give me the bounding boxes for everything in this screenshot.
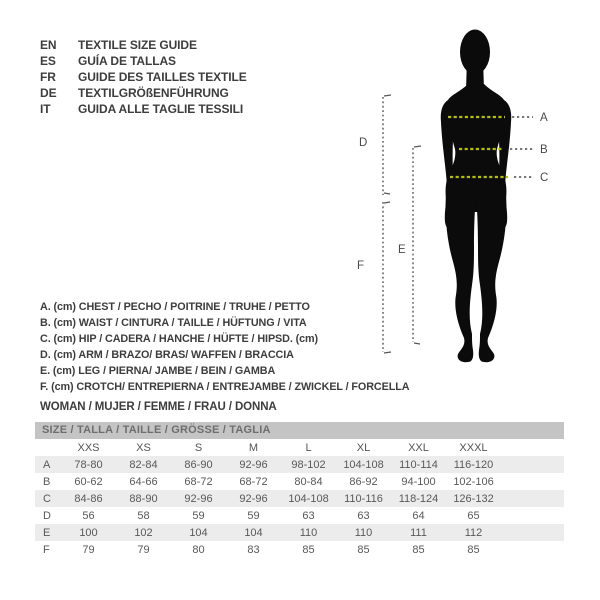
- size-cell: 92-96: [184, 492, 213, 505]
- size-cell: 102-106: [453, 475, 494, 488]
- size-cell: 85: [467, 543, 480, 556]
- size-cell: 58: [137, 509, 150, 522]
- corner-cell: [35, 439, 61, 456]
- guide-title: TEXTILGRÖßENFÜHRUNG: [78, 86, 229, 100]
- size-cell: 85: [412, 543, 425, 556]
- table-row: [35, 541, 564, 558]
- size-column-header: XL: [356, 441, 371, 454]
- language-code: EN: [40, 38, 57, 52]
- size-cell: 92-96: [239, 458, 268, 471]
- language-code: ES: [40, 54, 56, 68]
- legend-line-chest: A. (cm) CHEST / PECHO / POITRINE / TRUHE / PETTO: [40, 301, 310, 313]
- size-cell: 110-114: [399, 458, 438, 471]
- hip-label: C: [540, 172, 549, 184]
- size-cell: 64: [412, 509, 425, 522]
- row-label: B: [43, 475, 51, 488]
- language-title-block: [40, 37, 247, 117]
- size-cell: 112: [464, 526, 483, 539]
- legend-line-waist: B. (cm) WAIST / CINTURA / TAILLE / HÜFTUNG / VITA: [40, 317, 307, 329]
- legend-line-leg: E. (cm) LEG / PIERNA/ JAMBE / BEIN / GAMBA: [40, 365, 276, 377]
- size-cell: 78-80: [74, 458, 103, 471]
- filler-cell: [501, 456, 564, 473]
- size-cell: 88-90: [129, 492, 158, 505]
- size-cell: 84-86: [74, 492, 103, 505]
- size-cell: 94-100: [401, 475, 436, 488]
- table-row: [35, 524, 564, 541]
- guide-title: GUIDE DES TAILLES TEXTILE: [78, 70, 247, 84]
- size-table: [35, 422, 564, 558]
- filler-cell: [501, 507, 564, 524]
- size-cell: 60-62: [74, 475, 103, 488]
- row-label: D: [43, 509, 51, 522]
- size-cell: 86-90: [184, 458, 213, 471]
- size-cell: 118-124: [398, 492, 439, 505]
- size-cell: 104-108: [343, 458, 384, 471]
- size-cell: 83: [247, 543, 260, 556]
- size-cell: 80: [192, 543, 205, 556]
- size-cell: 111: [410, 526, 427, 539]
- language-row: [40, 69, 247, 85]
- section-title-woman: WOMAN / MUJER / FEMME / FRAU / DONNA: [40, 401, 277, 413]
- size-column-header: XXXL: [459, 441, 488, 454]
- table-row: [35, 490, 564, 507]
- size-cell: 82-84: [129, 458, 158, 471]
- size-cell: 59: [247, 509, 260, 522]
- size-cell: 68-72: [184, 475, 213, 488]
- row-label: A: [43, 458, 51, 471]
- size-column-header: XXS: [77, 441, 100, 454]
- filler-cell: [501, 524, 564, 541]
- row-label: C: [43, 492, 51, 505]
- size-column-header: S: [194, 441, 203, 454]
- size-cell: 68-72: [239, 475, 268, 488]
- language-row: [40, 85, 247, 101]
- arm-label: D: [359, 137, 368, 149]
- filler-cell: [501, 541, 564, 558]
- size-cell: 64-66: [129, 475, 158, 488]
- table-row: [35, 456, 564, 473]
- language-row: [40, 37, 247, 53]
- size-column-header: M: [248, 441, 259, 454]
- filler-cell: [501, 490, 564, 507]
- size-cell: 65: [467, 509, 480, 522]
- size-cell: 110: [299, 526, 318, 539]
- table-row: [35, 473, 564, 490]
- legend-line-crotch: F. (cm) CROTCH/ ENTREPIERNA / ENTREJAMBE / ZWICKEL / FORCELLA: [40, 381, 410, 393]
- guide-title: TEXTILE SIZE GUIDE: [78, 38, 197, 52]
- size-cell: 104: [189, 526, 208, 539]
- size-column-header-row: [35, 439, 564, 456]
- chest-label: A: [540, 112, 548, 124]
- size-cell: 59: [192, 509, 205, 522]
- size-cell: 110: [354, 526, 373, 539]
- size-column-header: L: [305, 441, 312, 454]
- label-connectors: [510, 117, 533, 177]
- size-column-header: XXL: [408, 441, 429, 454]
- filler-cell: [501, 439, 564, 456]
- size-cell: 86-92: [349, 475, 378, 488]
- size-cell: 104-108: [288, 492, 329, 505]
- size-cell: 63: [357, 509, 370, 522]
- size-cell: 116-120: [453, 458, 494, 471]
- size-table-grid: [35, 439, 564, 558]
- size-cell: 92-96: [239, 492, 268, 505]
- language-code: FR: [40, 70, 56, 84]
- language-code: DE: [40, 86, 57, 100]
- filler-cell: [501, 473, 564, 490]
- row-label: F: [43, 543, 50, 556]
- size-cell: 126-132: [453, 492, 494, 505]
- size-cell: 98-102: [291, 458, 326, 471]
- guide-title: GUIDA ALLE TAGLIE TESSILI: [78, 102, 244, 116]
- size-cell: 104: [244, 526, 263, 539]
- waist-label: B: [540, 144, 548, 156]
- legend-line-hip: C. (cm) HIP / CADERA / HANCHE / HÜFTE / HIPSD. (cm): [40, 333, 319, 345]
- size-column-header: XS: [136, 441, 151, 454]
- size-cell: 56: [82, 509, 95, 522]
- size-cell: 85: [357, 543, 370, 556]
- measurement-legend: [40, 299, 409, 395]
- language-row: [40, 101, 247, 117]
- guide-title: GUÍA DE TALLAS: [78, 54, 176, 68]
- size-cell: 100: [79, 526, 98, 539]
- size-table-header-band: SIZE / TALLA / TAILLE / GRÖSSE / TAGLIA: [35, 422, 564, 439]
- size-cell: 63: [302, 509, 315, 522]
- size-cell: 79: [137, 543, 150, 556]
- size-cell: 80-84: [294, 475, 323, 488]
- woman-silhouette-icon: [441, 30, 511, 363]
- size-cell: 110-116: [344, 492, 383, 505]
- leg-label: E: [398, 244, 406, 256]
- language-code: IT: [40, 102, 51, 116]
- size-cell: 85: [302, 543, 315, 556]
- size-cell: 102: [134, 526, 153, 539]
- legend-line-arm: D. (cm) ARM / BRAZO/ BRAS/ WAFFEN / BRACCIA: [40, 349, 294, 361]
- language-row: [40, 53, 247, 69]
- size-cell: 79: [82, 543, 95, 556]
- crotch-label: F: [357, 260, 365, 272]
- row-label: E: [43, 526, 51, 539]
- table-row: [35, 507, 564, 524]
